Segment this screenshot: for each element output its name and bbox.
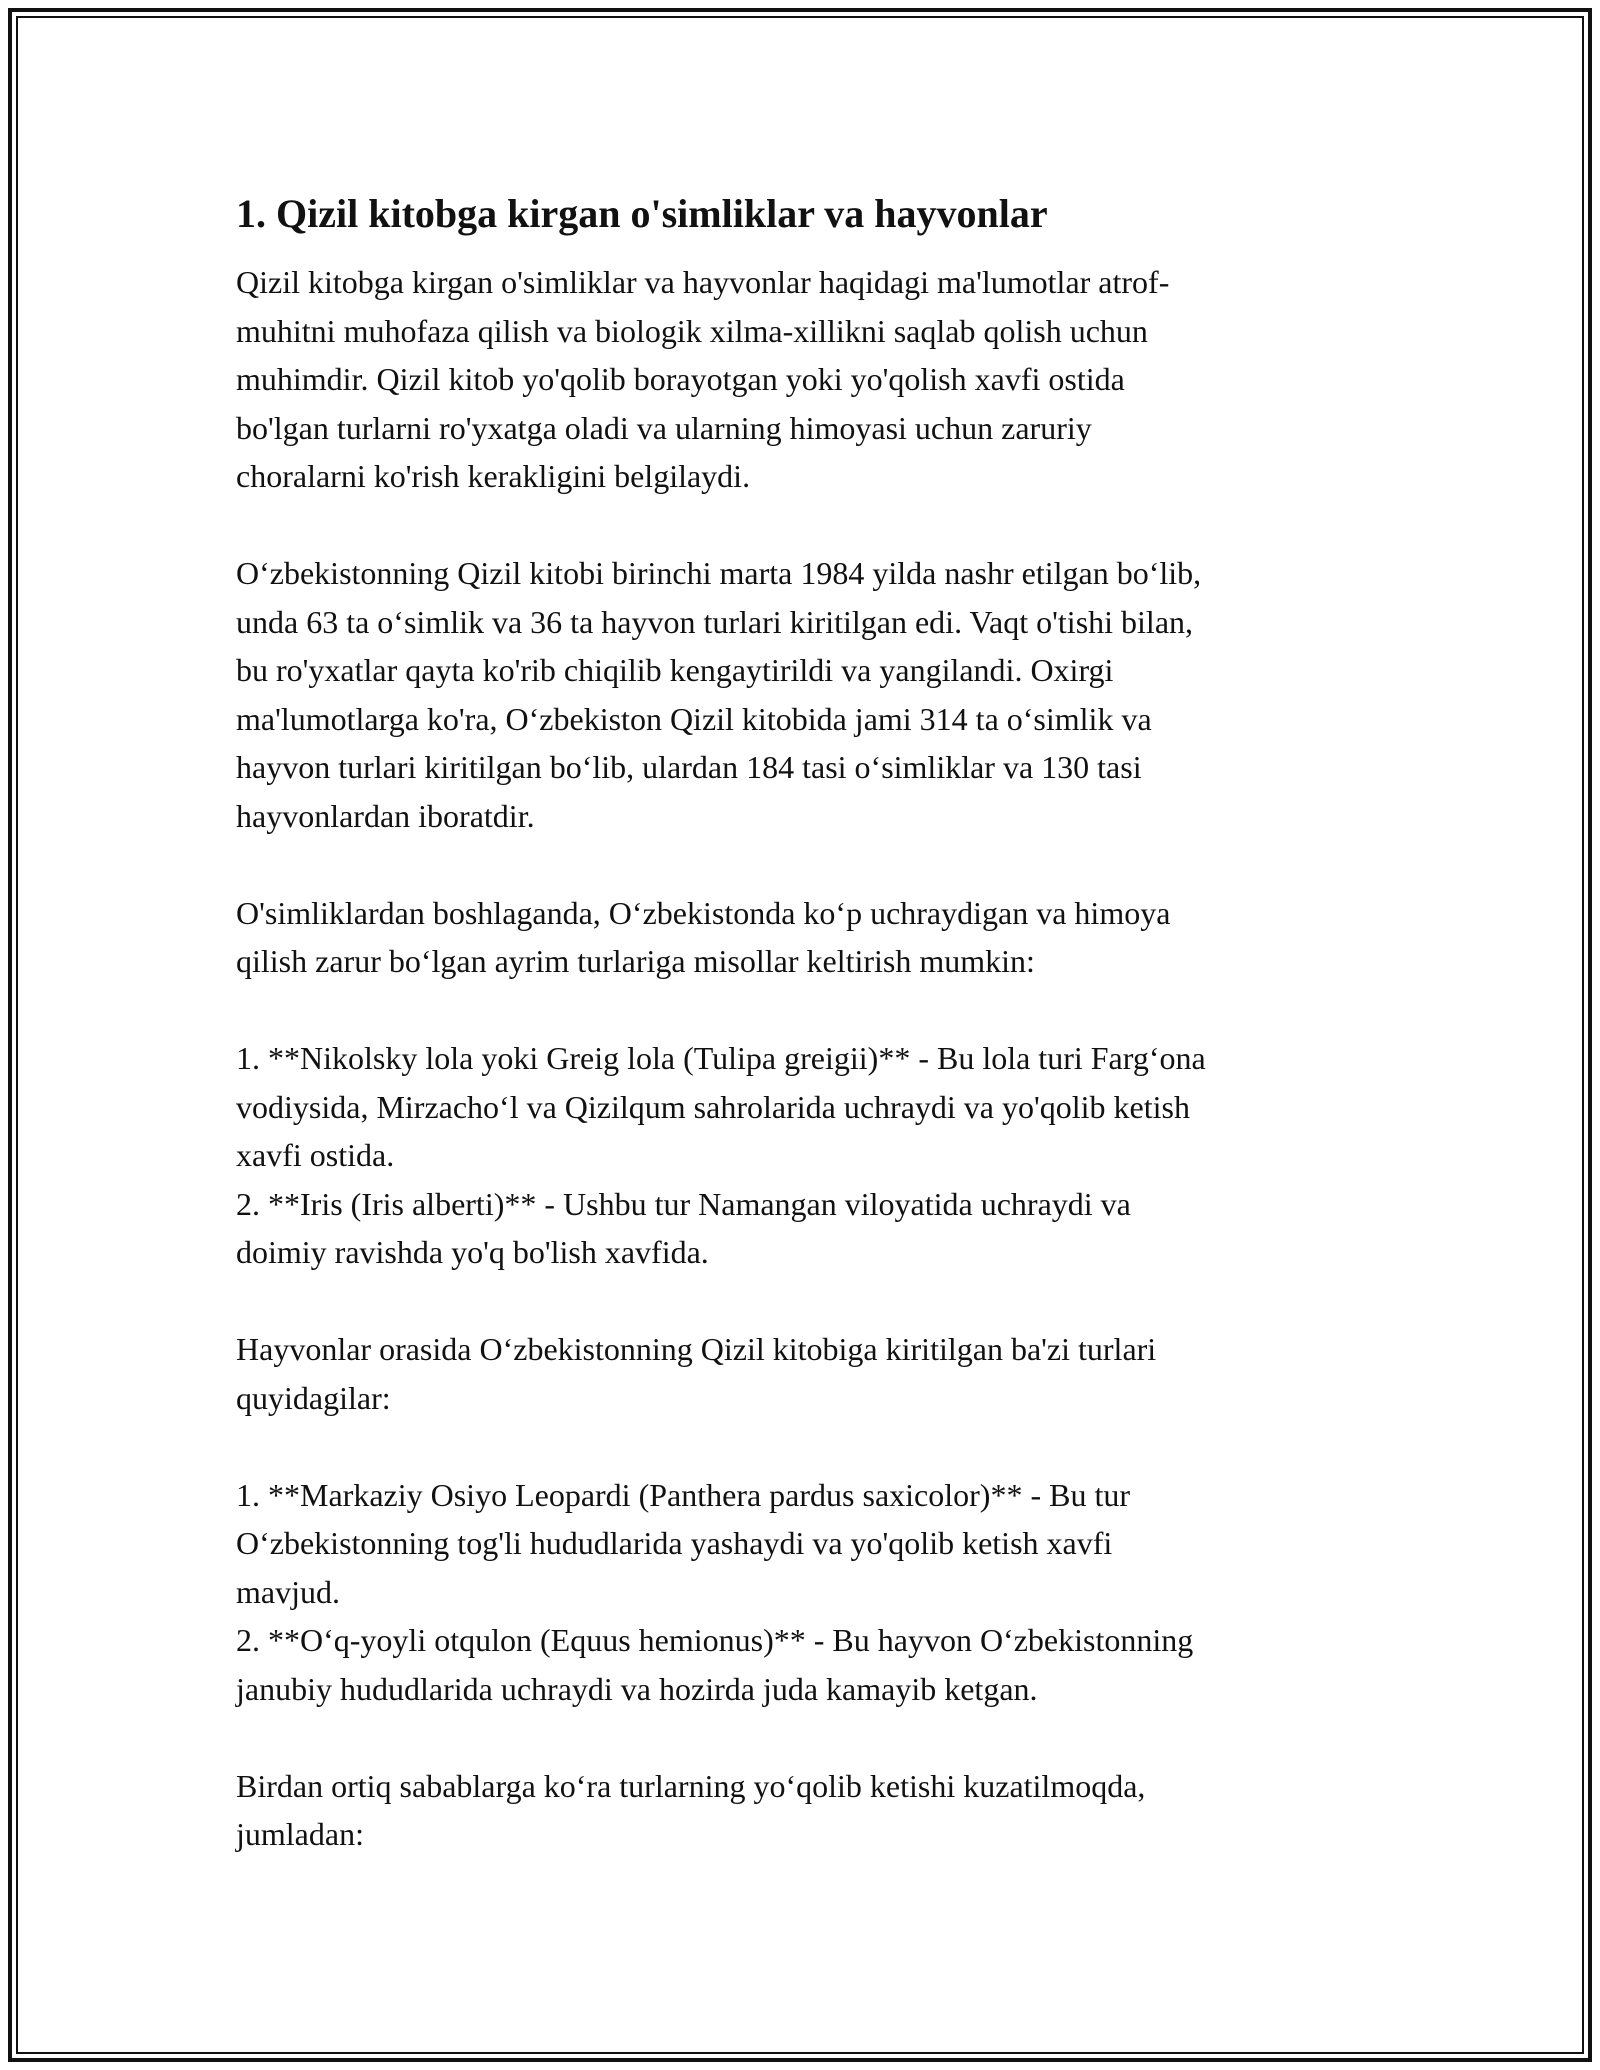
text-line: jumladan: <box>236 1816 364 1852</box>
text-line: doimiy ravishda yo'q bo'lish xavfida. <box>236 1234 709 1270</box>
text-line: hayvonlardan iboratdir. <box>236 797 535 834</box>
text-line: O‘zbekistonning tog'li hududlarida yashaydi va yo'qolib ketish xavfi <box>236 1525 1113 1561</box>
paragraph <box>236 549 1366 840</box>
text-line: 1. **Nikolsky lola yoki Greig lola (Tulipa greigii)** - Bu lola turi Farg‘ona <box>236 1040 1206 1076</box>
text-line: muhimdir. Qizil kitob yo'qolib borayotgan yoki yo'qolish xavfi ostida <box>236 361 1125 397</box>
text-line: ma'lumotlarga ko'ra, O‘zbekiston Qizil kitobida jami 314 ta o‘simlik va <box>236 700 1152 737</box>
text-line: Qizil kitobga kirgan o'simliklar va hayvonlar haqidagi ma'lumotlar atrof- <box>236 264 1170 300</box>
text-line: quyidagilar: <box>236 1379 391 1416</box>
text-line: choralarni ko'rish kerakligini belgilaydi. <box>236 458 751 494</box>
paragraph <box>236 1325 1366 1422</box>
paragraph <box>236 1762 1366 1859</box>
paragraph <box>236 1471 1366 1714</box>
text-line: 2. **Iris (Iris alberti)** - Ushbu tur Namangan viloyatida uchraydi va <box>236 1185 1131 1222</box>
paragraph <box>236 1034 1366 1277</box>
text-line: 2. **O‘q-yoyli otqulon (Equus hemionus)** - Bu hayvon O‘zbekistonning <box>236 1622 1194 1658</box>
text-line: vodiysida, Mirzacho‘l va Qizilqum sahrolarida uchraydi va yo'qolib ketish <box>236 1088 1190 1125</box>
text-line: O'simliklardan boshlaganda, O‘zbekistonda ko‘p uchraydigan va himoya <box>236 894 1171 931</box>
text-line: mavjud. <box>236 1573 340 1610</box>
document-body <box>236 188 1366 1907</box>
text-line: bo'lgan turlarni ro'yxatga oladi va ularning himoyasi uchun zaruriy <box>236 409 1092 446</box>
text-line: janubiy hududlarida uchraydi va hozirda juda kamayib ketgan. <box>236 1670 1038 1707</box>
paragraph-container <box>236 258 1366 1859</box>
section-heading: 1. Qizil kitobga kirgan o'simliklar va hayvonlar <box>236 191 1048 236</box>
text-line: xavfi ostida. <box>236 1137 395 1173</box>
paragraph <box>236 889 1366 986</box>
text-line: unda 63 ta o‘simlik va 36 ta hayvon turlari kiritilgan edi. Vaqt o'tishi bilan, <box>236 603 1194 640</box>
text-line: bu ro'yxatlar qayta ko'rib chiqilib kengaytirildi va yangilandi. Oxirgi <box>236 652 1114 688</box>
text-line: muhitni muhofaza qilish va biologik xilma-xillikni saqlab qolish uchun <box>236 312 1148 349</box>
text-line: Hayvonlar orasida O‘zbekistonning Qizil kitobiga kiritilgan ba'zi turlari <box>236 1331 1157 1367</box>
paragraph <box>236 258 1366 501</box>
text-line: qilish zarur bo‘lgan ayrim turlariga misollar keltirish mumkin: <box>236 943 1035 979</box>
text-line: Birdan ortiq sabablarga ko‘ra turlarning yo‘qolib ketishi kuzatilmoqda, <box>236 1767 1146 1804</box>
text-line: 1. **Markaziy Osiyo Leopardi (Panthera pardus saxicolor)** - Bu tur <box>236 1476 1130 1513</box>
text-line: O‘zbekistonning Qizil kitobi birinchi marta 1984 yilda nashr etilgan bo‘lib, <box>236 555 1202 591</box>
text-line: hayvon turlari kiritilgan bo‘lib, ulardan 184 tasi o‘simliklar va 130 tasi <box>236 749 1142 785</box>
